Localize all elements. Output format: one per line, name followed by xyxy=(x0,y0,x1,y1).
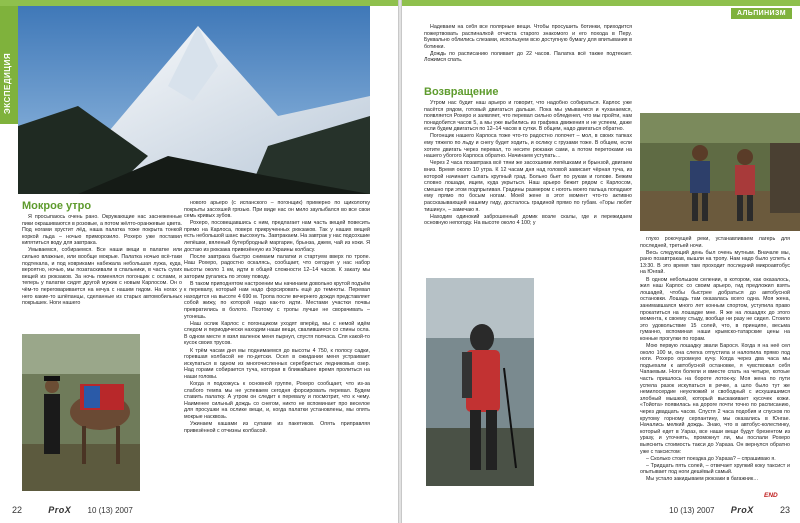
paragraph: К трём часам дня мы поднимаемся до высоты 4 750, к полосу садки, горевшая колбасой не по-детски. Осел в ожидании меня устраивает искупаться в одном из многочисленных серебристых ледниковых озер. Над горами собирается туча, которая в ближайшее время пролиться на наши головы. xyxy=(184,347,370,380)
mountain-image xyxy=(18,6,370,194)
mountain-photo xyxy=(18,6,370,194)
paragraph: – Сколько стоит поездка до Уараза? – спрашиваю я. xyxy=(646,455,776,462)
heading-return: Возвращение xyxy=(424,86,499,98)
left-page xyxy=(0,0,398,523)
right-page xyxy=(402,0,800,523)
paragraph: Ужинаем кашами из супами из пакетиков. Опять приправляя привезённой с отчизны колбасой. xyxy=(184,421,370,434)
heading-wet-morning: Мокрое утро xyxy=(22,200,92,212)
brand-logo: ProX xyxy=(48,505,72,515)
paragraph: Весь следующий день был очень мутным. Вначале мы, рано позавтракав, вышли на тропу. Нам надо было успеть к 13:30. В это время там проходит последний микроавтобус на Юнгай. xyxy=(640,249,790,276)
paragraph: Через 2 часа позавтрака всё тяни же засохшими лепёшками и брынзой, двигаем вниз. Время около 10 утра. К 12 часам дня над головой зависает чёрная туча, из которой начинает сыпать крупный град. Больно бьет по рукам и голове. Бежим словно лошади, ищем, куда укрыться. Наш арьеро бежит рядом с Карлосом, смешно при этом подпрыгивая. Градины размером с ноготь моего пальца попадают ему прямо по босым ногам. Моей жене в этот момент что-то активно рассказывающей нашему гиду, досталось градиной прямо по губам. «Горы любят тишину», – замечаю я. xyxy=(424,160,632,213)
paragraph: Когда я подхожусь к основной группе, Рохеро сообщает, что из-за слабого темпа мы не успеваем сегодня форсировать перевал. Будем ставить палатку. А утром он следит к перевалу и посмотрит, что к чему. Наименее сильный дождь со снегом, никто не вспоминает про веселое для просушки на ослике вещи, и, когда палатки установлены, мы опять мокрые насквозь. xyxy=(184,381,370,420)
hiker-photo xyxy=(426,278,534,486)
paragraph: Рохеро, посовещавшись с ним, предлагает нам часть вещей повесить прямо на Карлоса, поверх прикрученных рюкзаков. Так у наших вещей есть небольшой шанс высохнуть. Завтракаем. На завтрак у нас подсохшие лепёшки, вяленый бутербродный маргарин, брынза, джем, чай из коки. Я достаю из рюкзака привезённую из Украины колбасу. xyxy=(184,220,370,253)
top-strip xyxy=(402,0,800,6)
issue-info: 10 (13) 2007 xyxy=(87,506,133,515)
left-column-1-top xyxy=(22,214,182,332)
paragraph: В одном небольшом селении, в котором, как оказалось, жил наш Карлос со своим арьеро, гид предложил взять лошадей, чтобы быстрее добраться до автобусной остановки. Лошадь там оказалась всего одна. Моя жена, занимавшаяся много лет конным спортом, уступила право прокатиться на лошадке мне. Я же на лошадях до этого момента, к своему стыду, вообще ни разу не сидел. Стоило это удовольствие 15 солей, что, в принципе, весьма гуманно, вспоминая наши крымско-татарские цены на конные прогулки по горам. xyxy=(640,276,790,342)
left-footer xyxy=(12,505,133,515)
paragraph: Погонщик нашего Карлоса тоже что-то радостно лопочет – мол, в своих тапках ему тяжело по льду и снегу будет ходить, и ослику с грузами тоже. В общем, если хотите двигать через перевал, то несите рюкзаки сами, а потом перетоками на нашего убогого Карлоса обратно. Начинаем уступать… xyxy=(424,133,632,160)
right-column-1 xyxy=(424,100,632,276)
paragraph: Наш ослик Карлос с погонщиком уходят вперёд, мы с немой идём следом и периодически находим наши вещи, свалившиеся со спины осла. В одном месте я взял валенок меня пырнул, спустя полчаса. Спя какой-то кусок своих трусов. xyxy=(184,320,370,347)
paragraph: После завтрака быстро снимаем палатки и стартуем вверх по тропе. Наш Рохеро, радостно оскалясь, сообщает, что сегодня у нас набор высоты около 1 км, идти в общей сложности 12–14 часов. К закату мы заторим ругались по этому поводу. xyxy=(184,253,370,280)
paragraph: Дождь по расписанию поливает до 22 часов. Палатка всё также подтекает. Ложимся спать. xyxy=(424,50,632,64)
brand-logo: ProX xyxy=(730,505,754,515)
paragraph: В таком приподнятом настроении мы начинаем довольно крутой подъём к перевалу, который нам надо форсировать ещё до темноты. Перевал находится на высоте 4 690 м. Тропа после вечернего дождя представляет собой жижу, по которой надо как-то идти. Местами участки почвы превратились в болото. Поэтому с тропы лучше не сворачивать – утонешь. xyxy=(184,280,370,320)
right-intro xyxy=(424,24,632,86)
paragraph: нового арьеро (с испанского – погонщик) примерно по щиколотку покрыты засохшей грязью. При виде нас он мило заулыбался во все свои семь кривых зубов. xyxy=(184,200,370,220)
section-tab-label: ЭКСПЕДИЦИЯ xyxy=(3,52,12,114)
end-mark: END xyxy=(764,492,778,499)
donkey-photo xyxy=(22,334,140,491)
right-footer xyxy=(669,505,790,515)
paragraph: – Тридцать пять солей, – отвечает хрупкий коку таксист и опытывает под ноги дешёвый самый. xyxy=(640,462,790,476)
paragraph: Находим одинокий заброшенный домик возле скалы, где и пережидаем основную непогоду. На высоте около 4 100; у xyxy=(424,213,632,227)
left-column-2 xyxy=(184,200,370,482)
section-label: АЛЬПИНИЗМ xyxy=(731,8,792,19)
children-image xyxy=(640,113,800,231)
donkey-image xyxy=(22,334,140,491)
paragraph: Я просыпаюсь очень рано. Окружающие нас заснеженные пики окрашиваются в розовые, а потом жёлто-оранжевые цвета. Под ногами хрустит лёд, наша палатка тоже покрыта тонкой коркой льда – ночью приморозило. Рохеро уже поставил кипятиться воду для завтрака. xyxy=(22,214,182,247)
section-tab xyxy=(0,6,18,124)
paragraph: Мою первую лошадку звали Барося. Когда я на неё сел около 100 м, она слегка отпустила и налопила прямо под ноги. Рохеро огромную кучу. Когда через два часа мы подъехали к автобусной остановке, я чувствовал себя Чапаевым. Ноги болели и вместе спать на четыре, котоые часть пришлось на бороте лоток-ку. Моя жена по пути успела разок искупаться в речке, а шло было тут же немилосердие неуклюжий и свободный с исхушишимся злобный мышкой, который выскакивает кусочек кожи. «Тойота» появилась на дороге почти точно по расписанию, через двадцать часов. Спустя 2 часа подобия и спусков по крутому горному серпантину, мы оказались в Юнгае. Начались мелкий дождь. Знаю, что в автобус-колестинку, который едет в Уараз, все наши вещи будут брезентом из уразу, и уточнять, промокнут ли, мы послали Рохеро выяснить стоимость такси до Уараза. Он вернулся обратно уже с таксистом: xyxy=(640,343,790,455)
paragraph: Утром нас будит наш арьеро и говорит, что надобно собираться. Карлос уже пасётся рядом, готовый двигаться дальше. Пока мы умываемся и чуханаемся, появляется Рохеро и заявляет, что перевал сильно обледенел, что мы пройти, нам понадобится часов 5, а мы уже выбились из графика движения и не успеем, даже если будем двигаться по 12–14 часов в сутки. В общем, надо двигаться обратно. xyxy=(424,100,632,133)
issue-info: 10 (13) 2007 xyxy=(669,506,715,515)
right-column-2 xyxy=(640,236,790,498)
page-number: 22 xyxy=(12,505,23,515)
paragraph: Надеваем на себя все полярные вещи. Чтобы просушить ботинки, приходится пожертвовать распиналкой отчиста старого знакомого и его похода в Перу. Буквально облились слезами, используем всю доступную бумагу для впитывания в ботинки. xyxy=(424,24,632,50)
paragraph: Мы устало закидываем рюкзаки в багажник… xyxy=(646,476,759,483)
paragraph: Умываемся, собираемся. Все наши вещи в палатке или сильно влажные, или вообще мокрые. Палатка ночью всё-таки подтекала, и под коврикамн набежала небольшая лужа, куда, вероятно, ночью, мы позатаскивали в спальники, в часть сухих вещей из рюкзаков. За ночь поменялся погонщик с ослами, и теперь у палатки сидят другой мужик с новым Карлосом. Он о чём-то переговаривается на кечуа с нашим гидом. На ногах у него какие-то шлёпанцы, сделанные из старых автомобильных покрышек. Ноги нашего xyxy=(22,247,182,307)
page-number: 23 xyxy=(779,505,790,515)
hiker-image xyxy=(426,278,534,486)
children-photo xyxy=(640,113,800,231)
paragraph: глухо рокочущей реки, устанавливаем лагерь для последней, третьей ночи. xyxy=(640,236,790,249)
